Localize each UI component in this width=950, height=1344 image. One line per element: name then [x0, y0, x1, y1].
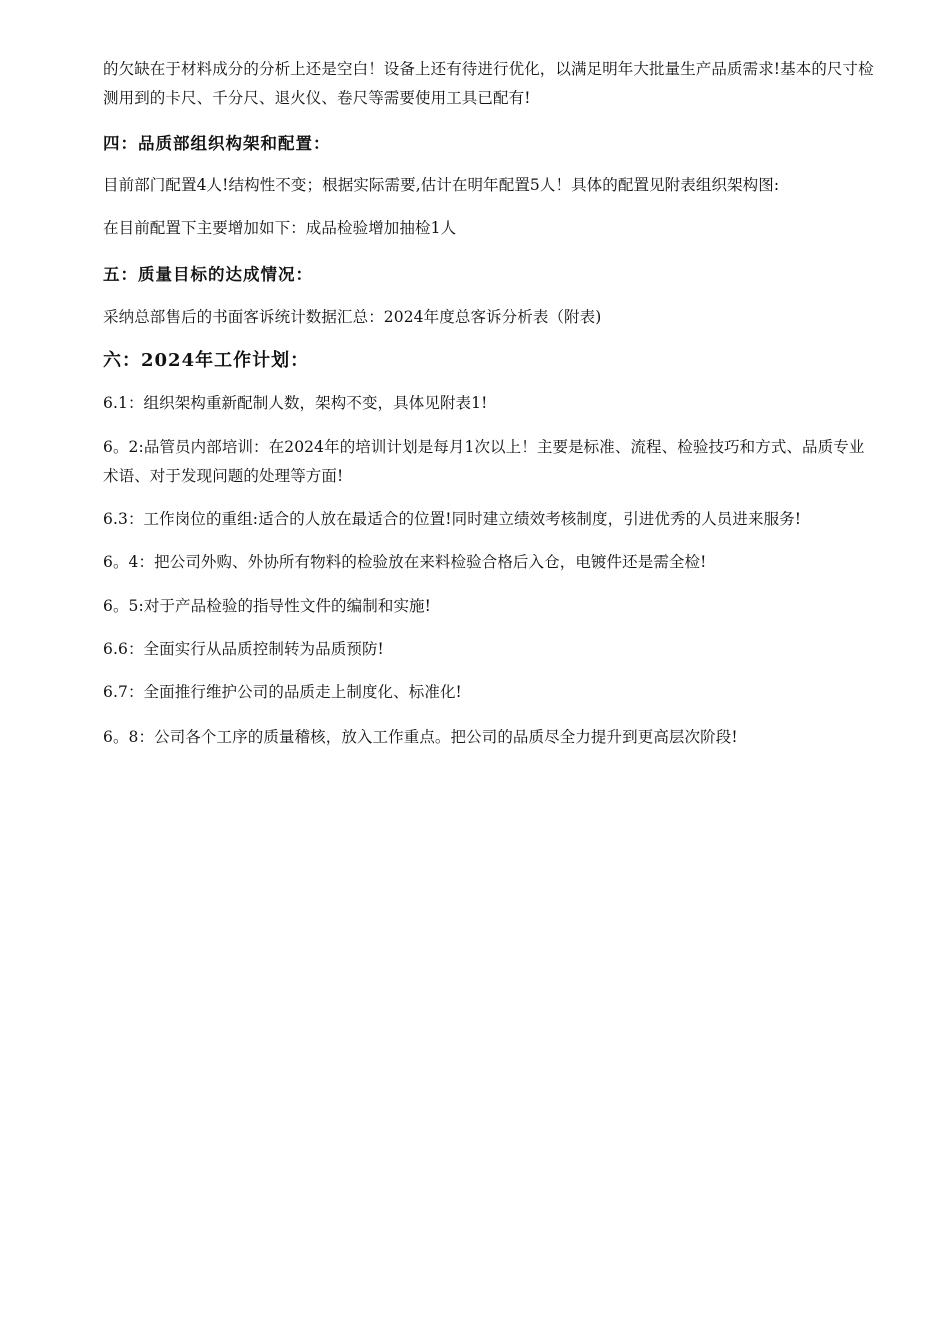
plan-item-6-7: 6.7：全面推行维护公司的品质走上制度化、标准化!	[103, 683, 462, 701]
section-4-paragraph-1: 目前部门配置4人!结构性不变；根据实际需要,估计在明年配置5人！具体的配置见附表组织架构图:	[103, 176, 780, 194]
plan-item-6-8: 6。8：公司各个工序的质量稽核，放入工作重点。把公司的品质尽全力提升到更高层次阶段!	[103, 728, 738, 746]
section-4-paragraph-2: 在目前配置下主要增加如下：成品检验增加抽检1人	[103, 219, 457, 237]
section-5-heading: 五：质量目标的达成情况：	[103, 265, 313, 284]
plan-item-6-6: 6.6：全面实行从品质控制转为品质预防!	[103, 640, 384, 658]
section-5-paragraph-1: 采纳总部售后的书面客诉统计数据汇总：2024年度总客诉分析表（附表)	[103, 308, 602, 326]
section-4-heading: 四：品质部组织构架和配置：	[103, 134, 331, 153]
intro-paragraph: 的欠缺在于材料成分的分析上还是空白！设备上还有待进行优化，以满足明年大批量生产品质需求!基本的尺寸检测用到的卡尺、千分尺、退火仪、卷尺等需要使用工具已配有!	[103, 60, 874, 107]
plan-item-6-3: 6.3：工作岗位的重组:适合的人放在最适合的位置!同时建立绩效考核制度，引进优秀的人员进来服务!	[103, 510, 802, 528]
plan-item-6-5: 6。5:对于产品检验的指导性文件的编制和实施!	[103, 597, 431, 615]
plan-item-6-1: 6.1：组织架构重新配制人数，架构不变，具体见附表1!	[103, 394, 488, 412]
plan-item-6-2: 6。2:品管员内部培训：在2024年的培训计划是每月1次以上！主要是标准、流程、检验技巧和方式、品质专业术语、对于发现问题的处理等方面!	[103, 438, 865, 485]
section-6-heading: 六：2024年工作计划：	[103, 350, 310, 371]
plan-item-6-4: 6。4：把公司外购、外协所有物料的检验放在来料检验合格后入仓，电镀件还是需全检!	[103, 553, 707, 571]
